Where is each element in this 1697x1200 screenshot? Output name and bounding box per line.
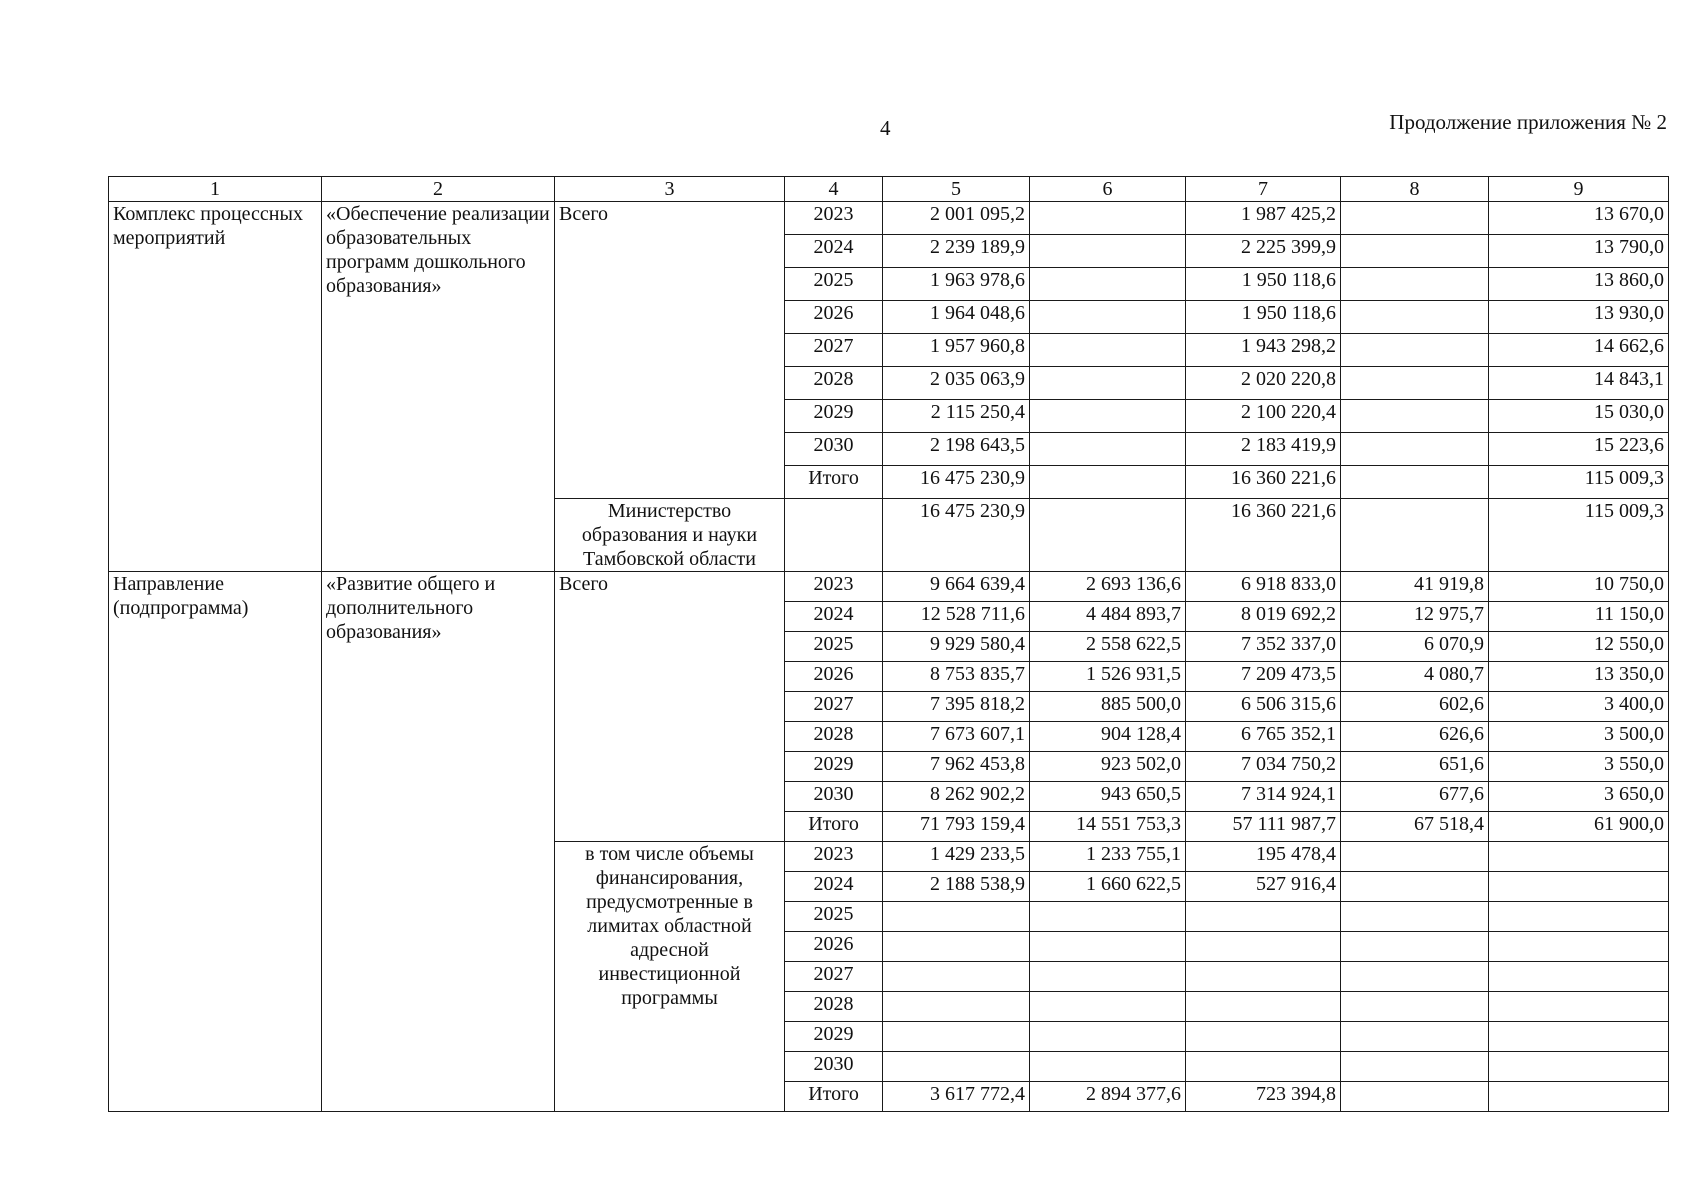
amount-cell: 71 793 159,4 [883,812,1030,842]
amount-cell [1030,1052,1186,1082]
amount-cell [1341,902,1489,932]
year-cell: 2029 [785,752,883,782]
amount-cell: 13 670,0 [1489,202,1669,235]
amount-cell: 12 975,7 [1341,602,1489,632]
amount-cell: 2 035 063,9 [883,367,1030,400]
year-cell: 2027 [785,962,883,992]
amount-cell: 13 930,0 [1489,301,1669,334]
amount-cell: 2 183 419,9 [1186,433,1341,466]
amount-cell [1341,367,1489,400]
amount-cell: 651,6 [1341,752,1489,782]
amount-cell: 3 400,0 [1489,692,1669,722]
amount-cell: 723 394,8 [1186,1082,1341,1112]
amount-cell [1341,992,1489,1022]
amount-cell: 923 502,0 [1030,752,1186,782]
amount-cell: 13 350,0 [1489,662,1669,692]
amount-cell: 3 650,0 [1489,782,1669,812]
table-row [109,572,1669,602]
amount-cell [1030,268,1186,301]
amount-cell: 1 950 118,6 [1186,268,1341,301]
year-cell: 2024 [785,602,883,632]
amount-cell [1489,962,1669,992]
amount-cell [1186,1052,1341,1082]
amount-cell [1341,301,1489,334]
amount-cell: 61 900,0 [1489,812,1669,842]
amount-cell [1030,992,1186,1022]
year-cell: 2026 [785,932,883,962]
amount-cell [1341,962,1489,992]
amount-cell: 6 070,9 [1341,632,1489,662]
amount-cell: 8 753 835,7 [883,662,1030,692]
amount-cell [1341,334,1489,367]
amount-cell: 15 030,0 [1489,400,1669,433]
amount-cell: 4 484 893,7 [1030,602,1186,632]
amount-cell [1030,367,1186,400]
year-cell: 2023 [785,202,883,235]
amount-cell: 7 395 818,2 [883,692,1030,722]
column-header: 3 [555,177,785,202]
amount-cell [1186,902,1341,932]
amount-cell: 943 650,5 [1030,782,1186,812]
amount-cell [1489,902,1669,932]
amount-cell: 7 962 453,8 [883,752,1030,782]
year-cell [785,499,883,572]
amount-cell: 15 223,6 [1489,433,1669,466]
amount-cell: 2 239 189,9 [883,235,1030,268]
amount-cell: 2 100 220,4 [1186,400,1341,433]
amount-cell: 2 001 095,2 [883,202,1030,235]
amount-cell: 16 475 230,9 [883,499,1030,572]
column-header: 9 [1489,177,1669,202]
item-type-cell: Комплекс процессных мероприятий [109,202,322,572]
amount-cell: 2 225 399,9 [1186,235,1341,268]
amount-cell: 1 660 622,5 [1030,872,1186,902]
amount-cell: 6 765 352,1 [1186,722,1341,752]
amount-cell [1341,872,1489,902]
amount-cell: 885 500,0 [1030,692,1186,722]
amount-cell [1341,499,1489,572]
amount-cell: 67 518,4 [1341,812,1489,842]
amount-cell: 677,6 [1341,782,1489,812]
amount-cell: 3 617 772,4 [883,1082,1030,1112]
year-cell: 2026 [785,301,883,334]
amount-cell: 13 860,0 [1489,268,1669,301]
table-body [109,177,1669,1112]
item-name-cell: «Развитие общего и дополнительного образования» [322,572,555,1112]
year-cell: 2023 [785,842,883,872]
amount-cell: 16 360 221,6 [1186,466,1341,499]
amount-cell [1341,466,1489,499]
amount-cell: 2 198 643,5 [883,433,1030,466]
amount-cell [1186,1022,1341,1052]
year-cell: 2026 [785,662,883,692]
amount-cell: 14 551 753,3 [1030,812,1186,842]
year-cell: 2029 [785,400,883,433]
year-cell: Итого [785,812,883,842]
financing-table [108,176,1669,1112]
amount-cell: 1 526 931,5 [1030,662,1186,692]
amount-cell [1489,932,1669,962]
column-header: 8 [1341,177,1489,202]
year-cell: Итого [785,1082,883,1112]
amount-cell: 14 843,1 [1489,367,1669,400]
item-type-cell: Направление (подпрограмма) [109,572,322,1112]
year-cell: 2028 [785,992,883,1022]
amount-cell [1341,400,1489,433]
amount-cell [1030,301,1186,334]
amount-cell: 1 957 960,8 [883,334,1030,367]
year-cell: Итого [785,466,883,499]
amount-cell: 602,6 [1341,692,1489,722]
amount-cell: 2 115 250,4 [883,400,1030,433]
amount-cell: 527 916,4 [1186,872,1341,902]
amount-cell: 7 034 750,2 [1186,752,1341,782]
amount-cell: 115 009,3 [1489,499,1669,572]
year-cell: 2030 [785,782,883,812]
amount-cell [1341,1022,1489,1052]
amount-cell [1341,268,1489,301]
amount-cell [1030,400,1186,433]
page-number: 4 [880,116,891,140]
amount-cell: 57 111 987,7 [1186,812,1341,842]
column-header: 6 [1030,177,1186,202]
amount-cell [1341,1082,1489,1112]
amount-cell [1341,1052,1489,1082]
amount-cell: 8 019 692,2 [1186,602,1341,632]
amount-cell: 12 528 711,6 [883,602,1030,632]
amount-cell [1489,842,1669,872]
amount-cell: 10 750,0 [1489,572,1669,602]
year-cell: 2024 [785,235,883,268]
amount-cell: 13 790,0 [1489,235,1669,268]
amount-cell: 904 128,4 [1030,722,1186,752]
amount-cell [1341,842,1489,872]
amount-cell [1489,872,1669,902]
year-cell: 2027 [785,334,883,367]
amount-cell [1186,932,1341,962]
amount-cell: 626,6 [1341,722,1489,752]
amount-cell: 1 943 298,2 [1186,334,1341,367]
amount-cell [1030,499,1186,572]
amount-cell [1030,962,1186,992]
amount-cell [1489,992,1669,1022]
responsible-executor-cell: Министерство образования и науки Тамбовской области [555,499,785,572]
year-cell: 2030 [785,1052,883,1082]
column-header: 2 [322,177,555,202]
column-header: 7 [1186,177,1341,202]
amount-cell: 2 188 538,9 [883,872,1030,902]
year-cell: 2028 [785,367,883,400]
amount-cell [883,992,1030,1022]
year-cell: 2028 [785,722,883,752]
year-cell: 2024 [785,872,883,902]
year-cell: 2025 [785,268,883,301]
year-cell: 2029 [785,1022,883,1052]
year-cell: 2027 [785,692,883,722]
year-cell: 2025 [785,632,883,662]
amount-cell [1341,235,1489,268]
amount-cell: 7 352 337,0 [1186,632,1341,662]
amount-cell: 115 009,3 [1489,466,1669,499]
amount-cell: 9 929 580,4 [883,632,1030,662]
amount-cell: 1 963 978,6 [883,268,1030,301]
amount-cell: 16 360 221,6 [1186,499,1341,572]
amount-cell [883,1052,1030,1082]
amount-cell [1489,1082,1669,1112]
amount-cell: 6 506 315,6 [1186,692,1341,722]
amount-cell: 11 150,0 [1489,602,1669,632]
amount-cell: 16 475 230,9 [883,466,1030,499]
amount-cell: 2 558 622,5 [1030,632,1186,662]
amount-cell: 7 314 924,1 [1186,782,1341,812]
amount-cell [883,1022,1030,1052]
column-header: 1 [109,177,322,202]
amount-cell: 14 662,6 [1489,334,1669,367]
column-header: 5 [883,177,1030,202]
amount-cell [883,902,1030,932]
amount-cell [1186,992,1341,1022]
year-cell: 2023 [785,572,883,602]
appendix-continuation-label: Продолжение приложения № 2 [1389,110,1667,134]
amount-cell: 7 209 473,5 [1186,662,1341,692]
source-cell: Всего [555,202,785,499]
amount-cell [1341,202,1489,235]
amount-cell [1030,902,1186,932]
amount-cell: 1 964 048,6 [883,301,1030,334]
amount-cell: 1 950 118,6 [1186,301,1341,334]
amount-cell: 6 918 833,0 [1186,572,1341,602]
amount-cell: 2 020 220,8 [1186,367,1341,400]
amount-cell: 1 429 233,5 [883,842,1030,872]
amount-cell: 2 894 377,6 [1030,1082,1186,1112]
amount-cell: 3 500,0 [1489,722,1669,752]
amount-cell: 1 233 755,1 [1030,842,1186,872]
amount-cell: 7 673 607,1 [883,722,1030,752]
amount-cell [1030,334,1186,367]
column-number-row [109,177,1669,202]
amount-cell: 195 478,4 [1186,842,1341,872]
amount-cell: 9 664 639,4 [883,572,1030,602]
amount-cell [1341,433,1489,466]
amount-cell: 41 919,8 [1341,572,1489,602]
amount-cell [883,962,1030,992]
column-header: 4 [785,177,883,202]
amount-cell [883,932,1030,962]
amount-cell: 8 262 902,2 [883,782,1030,812]
amount-cell [1341,932,1489,962]
investment-source-cell: в том числе объемы финансирования, предусмотренные в лимитах областной адресной инвестиционной программы [555,842,785,1112]
amount-cell [1030,202,1186,235]
amount-cell: 1 987 425,2 [1186,202,1341,235]
amount-cell: 3 550,0 [1489,752,1669,782]
table-row [109,202,1669,235]
amount-cell [1489,1052,1669,1082]
amount-cell: 2 693 136,6 [1030,572,1186,602]
amount-cell [1030,466,1186,499]
amount-cell [1030,433,1186,466]
item-name-cell: «Обеспечение реализации образовательных программ дошкольного образования» [322,202,555,572]
amount-cell [1030,235,1186,268]
source-cell: Всего [555,572,785,842]
amount-cell: 12 550,0 [1489,632,1669,662]
amount-cell: 4 080,7 [1341,662,1489,692]
year-cell: 2030 [785,433,883,466]
amount-cell [1030,1022,1186,1052]
amount-cell [1186,962,1341,992]
year-cell: 2025 [785,902,883,932]
amount-cell [1489,1022,1669,1052]
amount-cell [1030,932,1186,962]
